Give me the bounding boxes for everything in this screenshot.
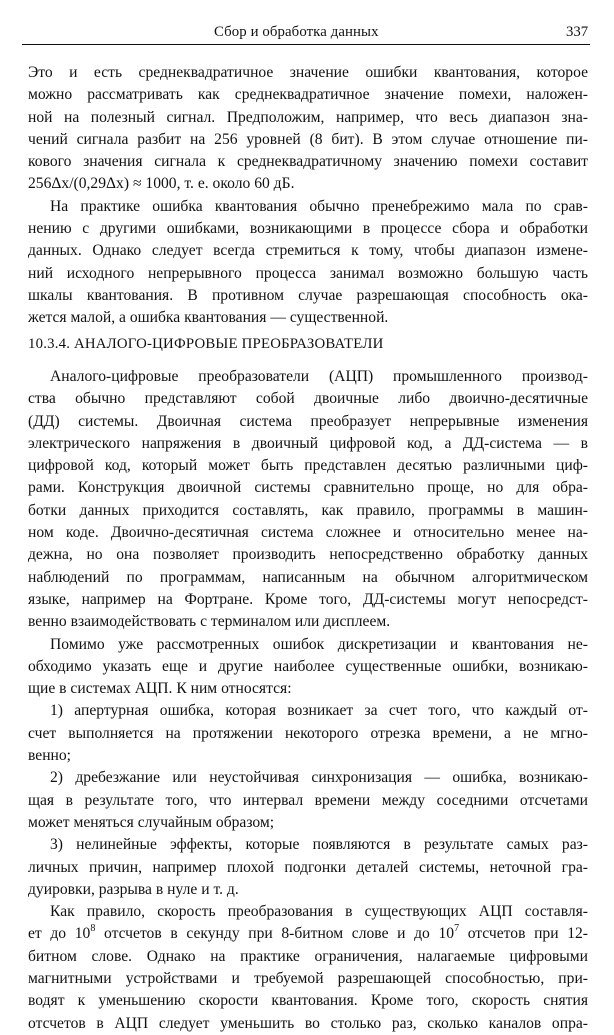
list-item [28, 767, 588, 834]
text-line: электрического напряжения в двоичный цифровой код, а ДД-система — в [28, 434, 588, 452]
text-line: Аналого-цифровые преобразователи (АЦП) промышленного производ- [50, 368, 588, 385]
text-line: дуировки, разрыва в нуле и т. д. [28, 880, 239, 898]
text-line: ном коде. Двоично-десятичная система сложнее и относительно менее на- [28, 524, 588, 542]
text-line: может меняться случайным образом; [28, 813, 275, 831]
header-rule [22, 44, 590, 45]
text-line: наблюдений по программам, написанным на обычном алгоритмическом [28, 568, 588, 586]
text-line: языке, например на Фортране. Кроме того, ДД-системы могут непосредст- [28, 590, 588, 608]
text-line: щая в результате того, что интервал времени между соседними отсчетами [28, 791, 588, 809]
text-line: кового значения сигнала к среднеквадратичному значению помехи составит [28, 153, 588, 171]
text-line: личных причин, например плохой подгонки деталей системы, неточной гра- [28, 858, 588, 876]
text-line: битном слове. Однако на практике ограничения, налагаемые цифровыми [28, 947, 588, 965]
text-line: 2) дребезжание или неустойчивая синхронизация — ошибка, возникаю- [50, 769, 588, 787]
paragraph [28, 366, 588, 634]
paragraph [28, 62, 588, 196]
paragraph [28, 634, 588, 701]
text-line: дежна, но она позволяет производить непосредственно обработку данных [28, 546, 588, 564]
text-line: магнитными устройствами и требуемой разрешающей способностью, при- [28, 970, 588, 988]
text-line: Это и есть среднеквадратичное значение ошибки квантования, которое [28, 64, 588, 81]
body-text-bottom [28, 366, 588, 1035]
text-fragment: отсчетов при 12- [459, 925, 588, 943]
text-line: цифровой код, который может быть представлен десятью различными циф- [28, 457, 588, 475]
text-fragment: ет до 10 [28, 925, 91, 943]
list-item [28, 834, 588, 901]
text-line: венно взаимодействовать с терминалом или дисплеем. [28, 613, 391, 631]
text-line: рами. Конструкция двоичной системы сравнительно проще, но для обра- [28, 479, 588, 497]
text-fragment: отсчетов в секунду при 8-битном слове и до 10 [95, 925, 455, 943]
list-item [28, 700, 588, 767]
text-line: 3) нелинейные эффекты, которые появляются в результате самых раз- [50, 836, 588, 854]
text-line: данных. Однако следует всегда стремиться к тому, чтобы диапазон измене- [28, 242, 588, 260]
text-line: На практике ошибка квантования обычно пренебрежимо мала по срав- [50, 197, 588, 215]
text-line: Как правило, скорость преобразования в существующих АЦП составля- [50, 903, 588, 921]
text-line: можно рассматривать как среднеквадратичное значение помехи, наложен- [28, 86, 588, 104]
text-line: ства обычно представляют собой двоичные либо двоично-десятичные [28, 390, 588, 408]
text-line: 1) апертурная ошибка, которая возникает за счет того, что каждый от- [50, 702, 588, 720]
text-line: водят к уменьшению скорости квантования. Кроме того, скорость снятия [28, 992, 588, 1010]
text-line: шкалы квантования. В противном случае разрешающая способность ока- [28, 286, 588, 304]
paragraph [28, 901, 588, 1035]
text-line: чений сигнала разбит на 256 уровней (8 бит). В этом случае отношение пи- [28, 130, 588, 148]
text-line: венно; [28, 747, 72, 765]
body-text-top [28, 62, 588, 330]
text-line: (ДД) системы. Двоичная система преобразует непрерывные изменения [28, 412, 588, 430]
text-line: ной на полезный сигнал. Предположим, например, что весь диапазон зна- [28, 108, 588, 126]
text-line: жется малой, а ошибка квантования — существенной. [28, 309, 389, 327]
text-line: 256Δx/(0,29Δx) ≈ 1000, т. е. около 60 дБ. [28, 175, 295, 193]
text-line: ний исходного непрерывного процесса занимал возможно большую часть [28, 264, 588, 282]
superscript: 8 [90, 923, 96, 935]
running-head [0, 18, 614, 42]
text-line: щие в системах АЦП. К ним относятся: [28, 680, 292, 698]
section-heading: 10.3.4. АНАЛОГО-ЦИФРОВЫЕ ПРЕОБРАЗОВАТЕЛИ [28, 336, 384, 352]
text-line: обходимо указать еще и другие наиболее существенные ошибки, возникаю- [28, 657, 588, 675]
superscript: 7 [454, 923, 460, 935]
text-line: Помимо уже рассмотренных ошибок дискретизации и квантования не- [50, 635, 588, 653]
text-line: отсчетов в АЦП следует уменьшить во столько раз, сколько каналов опра- [28, 1014, 588, 1032]
text-line: нению с другими ошибками, возникающими в процессе сбора и обработки [28, 220, 588, 238]
page-number: 337 [566, 24, 589, 40]
paragraph [28, 196, 588, 330]
running-head-title: Сбор и обработка данных [214, 24, 379, 40]
text-line: счет выполняется на протяжении некоторого отрезка времени, а не мгно- [28, 724, 588, 742]
text-line-with-superscripts [28, 923, 588, 945]
text-line: ботки данных приходится составлять, как правило, программы в машин- [28, 501, 588, 519]
